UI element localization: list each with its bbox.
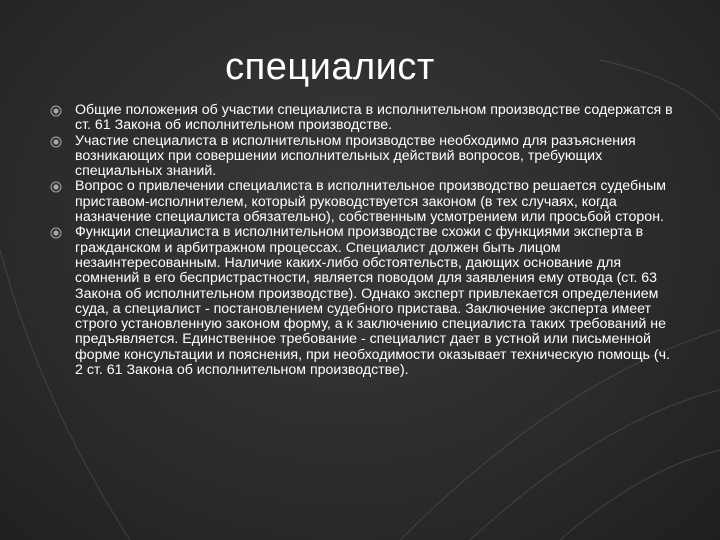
list-item (50, 225, 676, 378)
circled-dot-icon (50, 136, 62, 148)
circled-dot-icon (50, 181, 62, 193)
list-item (50, 179, 676, 225)
bullet-list (50, 103, 676, 378)
list-item (50, 134, 676, 180)
circled-dot-icon (50, 227, 62, 239)
list-item-text: Вопрос о привлечении специалиста в исполнительное производство решается судебным приставом-исполнителем, который руководствуется законом (в тех случаях, когда назначение специалиста обязательно), собственным усмотрением или просьбой сторон. (75, 178, 666, 226)
list-item-text: Общие положения об участии специалиста в исполнительном производстве содержатся в ст. 61 Закона об исполнительном производстве. (75, 102, 673, 134)
slide-title: специалист (225, 46, 435, 88)
list-item-text: Участие специалиста в исполнительном производстве необходимо для разъяснения возникающих при совершении исполнительных действий вопросов, требующих специальных знаний. (75, 132, 636, 180)
list-item-text: Функции специалиста в исполнительном производстве схожи с функциями эксперта в гражданском и арбитражном процессах. Специалист должен быть лицом незаинтересованным. Наличие каких-либо обстоятельств, дающих основание для сомнений в его беспристрастности, является поводом для заявления ему отвода (ст. 63 Закона об исполнительном производстве). Однако эксперт привлекается определением суда, а специалист - постановлением судебного пристава. Заключение эксперта имеет строго установленную законом форму, а к заключению специалиста таких требований не предъявляется. Единственное требование - специалист дает в устной или письменной форме консультации и пояснения, при необходимости оказывает техническую помощь (ч. 2 ст. 61 Закона об исполнительном производстве). (75, 224, 670, 379)
circled-dot-icon (50, 105, 62, 117)
list-item (50, 103, 676, 134)
